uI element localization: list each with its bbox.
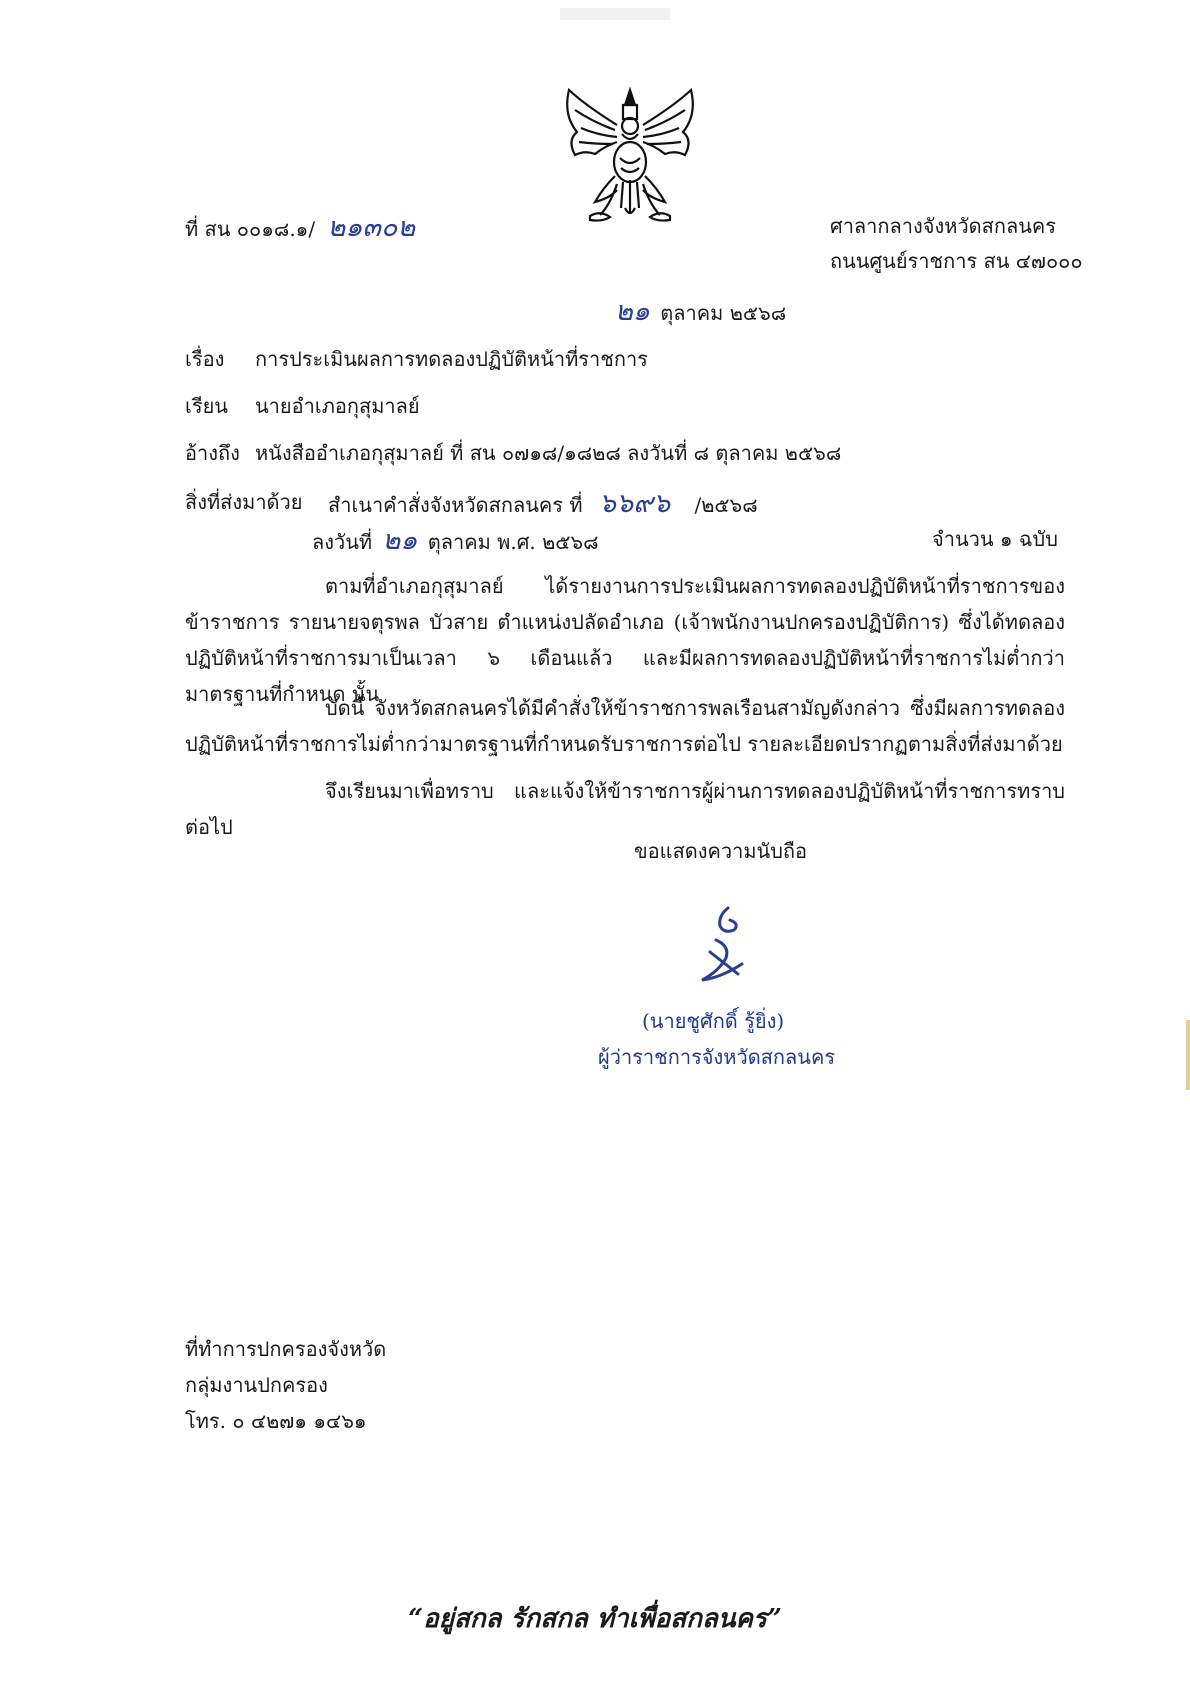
recipient-text: นายอำเภอกุสุมาลย์ <box>255 394 420 418</box>
enclosure-date-suffix: ตุลาคม พ.ศ. ๒๕๖๘ <box>427 530 599 554</box>
closing-salutation: ขอแสดงความนับถือ <box>634 839 808 863</box>
scan-artifact <box>560 8 670 20</box>
scan-edge-mark <box>1186 1020 1190 1090</box>
enclosure-date-day-handwritten: ๒๑ <box>382 525 418 556</box>
signature-icon <box>680 900 770 990</box>
enclosure-line1 <box>328 489 758 519</box>
signer-title: ผู้ว่าราชการจังหวัดสกลนคร <box>598 1045 836 1069</box>
reference-number <box>185 213 415 243</box>
footer-office: ที่ทำการปกครองจังหวัด <box>185 1337 387 1361</box>
reference-prefix: ที่ สน ๐๐๑๘.๑/ <box>185 217 316 241</box>
body-paragraph-1: ตามที่อำเภอกุสุมาลย์ ได้รายงานการประเมินผลการทดลองปฏิบัติหน้าที่ราชการของข้าราชการ รายนายจตุรพล บัวสาย ตำแหน่งปลัดอำเภอ (เจ้าพนักงานปกครองปฏิบัติการ) ซึ่งได้ทดลองปฏิบัติหน้าที่ราชการมาเป็นเวลา ๖ เดือนแล้ว และมีผลการทดลองปฏิบัติหน้าที่ราชการไม่ต่ำกว่ามาตรฐานที่กำหนด นั้น <box>185 574 1065 706</box>
enclosure-order-suffix: /๒๕๖๘ <box>694 493 758 517</box>
enclosure-order-prefix: สำเนาคำสั่งจังหวัดสกลนคร ที่ <box>328 493 583 517</box>
body-paragraph-2: บัดนี้ จังหวัดสกลนครได้มีคำสั่งให้ข้าราชการพลเรือนสามัญดังกล่าว ซึ่งมีผลการทดลองปฏิบัติหน้าที่ราชการไม่ต่ำกว่ามาตรฐานที่กำหนดรับราชการต่อไป รายละเอียดปรากฏตามสิ่งที่ส่งมาด้วย <box>185 696 1065 756</box>
footer-phone: โทร. ๐ ๔๒๗๑ ๑๔๖๑ <box>185 1409 367 1433</box>
reference-label: อ้างถึง <box>185 441 240 465</box>
enclosure-label: สิ่งที่ส่งมาด้วย <box>185 490 303 514</box>
enclosure-order-number-handwritten: ๖๖๙๖ <box>598 488 671 519</box>
footer-division: กลุ่มงานปกครอง <box>185 1373 328 1397</box>
subject-text: การประเมินผลการทดลองปฏิบัติหน้าที่ราชการ <box>255 347 648 371</box>
subject-label: เรื่อง <box>185 347 225 371</box>
body-paragraph-3: จึงเรียนมาเพื่อทราบ และแจ้งให้ข้าราชการผู้ผ่านการทดลองปฏิบัติหน้าที่ราชการทราบต่อไป <box>185 779 1065 839</box>
enclosure-count: จำนวน ๑ ฉบับ <box>932 527 1058 551</box>
enclosure-line2 <box>312 526 599 556</box>
date-day-handwritten: ๒๑ <box>615 296 650 327</box>
reference-number-handwritten: ๒๑๓๐๒ <box>327 212 416 243</box>
province-motto: “อยู่สกล รักสกล ทำเพื่อสกลนคร” <box>408 1604 782 1634</box>
enclosure-date-prefix: ลงวันที่ <box>312 530 373 554</box>
date-month-year: ตุลาคม ๒๕๖๘ <box>660 301 787 325</box>
office-address-line1: ศาลากลางจังหวัดสกลนคร <box>830 214 1057 238</box>
reference-text: หนังสืออำเภอกุสุมาลย์ ที่ สน ๐๗๑๘/๑๘๒๘ ลงวันที่ ๘ ตุลาคม ๒๕๖๘ <box>255 441 842 465</box>
letter-date <box>615 297 786 327</box>
recipient-label: เรียน <box>185 394 228 418</box>
office-address-line2: ถนนศูนย์ราชการ สน ๔๗๐๐๐ <box>830 249 1083 273</box>
signer-name: (นายชูศักดิ์ รู้ยิ่ง) <box>642 1009 785 1033</box>
garuda-emblem-icon <box>555 80 705 230</box>
